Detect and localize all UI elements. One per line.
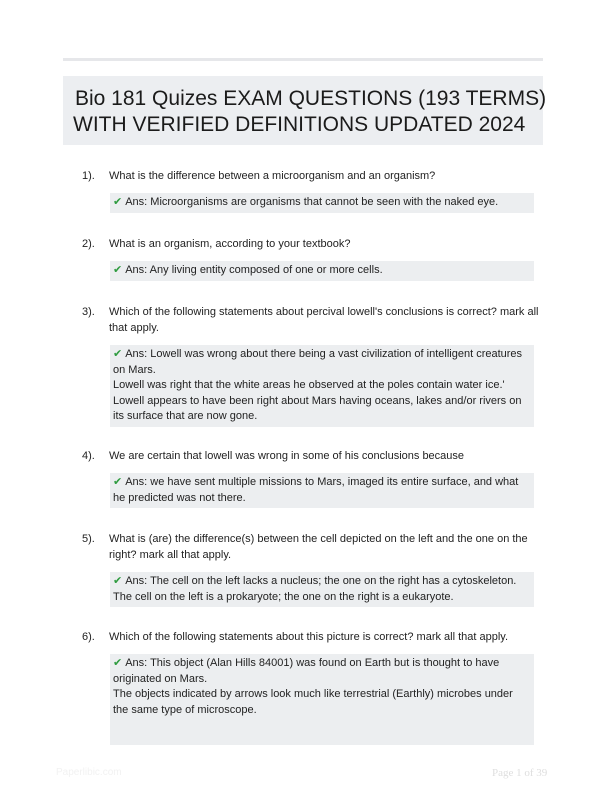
question-number: 3). (82, 306, 95, 318)
answer-text: Ans: we have sent multiple missions to Mars, imaged its entire surface, and what he predicted was not there. (113, 476, 519, 504)
question-number: 2). (82, 238, 95, 250)
question-text: Which of the following statements about percival lowell's conclusions is correct? mark all that apply. (109, 306, 539, 334)
answer-text: Ans: The cell on the left lacks a nucleus; the one on the right has a cytoskeleton. (125, 575, 517, 587)
answer-text: Lowell was right that the white areas he observed at the poles contain water ice.' (113, 379, 505, 391)
question-item-3 (82, 304, 542, 427)
answer-box (110, 345, 534, 427)
question-number: 4). (82, 450, 95, 462)
question-text: Which of the following statements about this picture is correct? mark all that apply. (109, 631, 509, 643)
question-item-2 (82, 236, 542, 281)
question-item-4 (82, 448, 542, 508)
document-title-line-1: Bio 181 Quizes EXAM QUESTIONS (193 TERMS) (75, 87, 547, 110)
answer-box (110, 473, 534, 508)
check-icon: ✔ (113, 657, 123, 669)
question-text: What is (are) the difference(s) between the cell depicted on the left and the one on the right? mark all that apply. (109, 533, 528, 561)
answer-text: The cell on the left is a prokaryote; the one on the right is a eukaryote. (113, 590, 454, 603)
question-text: What is an organism, according to your textbook? (109, 238, 351, 250)
answer-text: The objects indicated by arrows look much like terrestrial (Earthly) microbes under the same type of microscope. (113, 688, 513, 716)
check-icon: ✔ (113, 196, 123, 208)
answer-text: Ans: This object (Alan Hills 84001) was found on Earth but is thought to have originated on Mars. (113, 657, 500, 685)
check-icon: ✔ (113, 575, 123, 587)
question-text: We are certain that lowell was wrong in some of his conclusions because (109, 450, 465, 462)
answer-box (110, 261, 534, 281)
question-item-6 (82, 629, 542, 745)
check-icon: ✔ (113, 476, 123, 488)
footer-watermark: Paperlibic.com (56, 767, 122, 778)
answer-text: Lowell appears to have been right about Mars having oceans, lakes and/or rivers on its surface that are now gone. (113, 394, 522, 422)
answer-text: Ans: Lowell was wrong about there being a vast civilization of intelligent creatures on Mars. (113, 348, 523, 376)
top-divider (63, 58, 543, 61)
question-item-1 (82, 168, 542, 213)
answer-box (110, 572, 534, 607)
question-item-5 (82, 531, 542, 607)
answer-box (110, 654, 534, 745)
question-number: 5). (82, 533, 95, 545)
document-title-banner (63, 76, 547, 145)
answer-text: Ans: Microorganisms are organisms that cannot be seen with the naked eye. (125, 196, 499, 208)
question-text: What is the difference between a microorganism and an organism? (109, 170, 436, 182)
page-number: Page 1 of 39 (492, 767, 548, 779)
question-number: 1). (82, 170, 95, 182)
check-icon: ✔ (113, 348, 123, 360)
answer-box (110, 193, 534, 213)
question-number: 6). (82, 631, 95, 643)
answer-text: Ans: Any living entity composed of one or more cells. (125, 264, 383, 276)
document-title-line-2: WITH VERIFIED DEFINITIONS UPDATED 2024 (73, 113, 526, 136)
check-icon: ✔ (113, 264, 123, 276)
